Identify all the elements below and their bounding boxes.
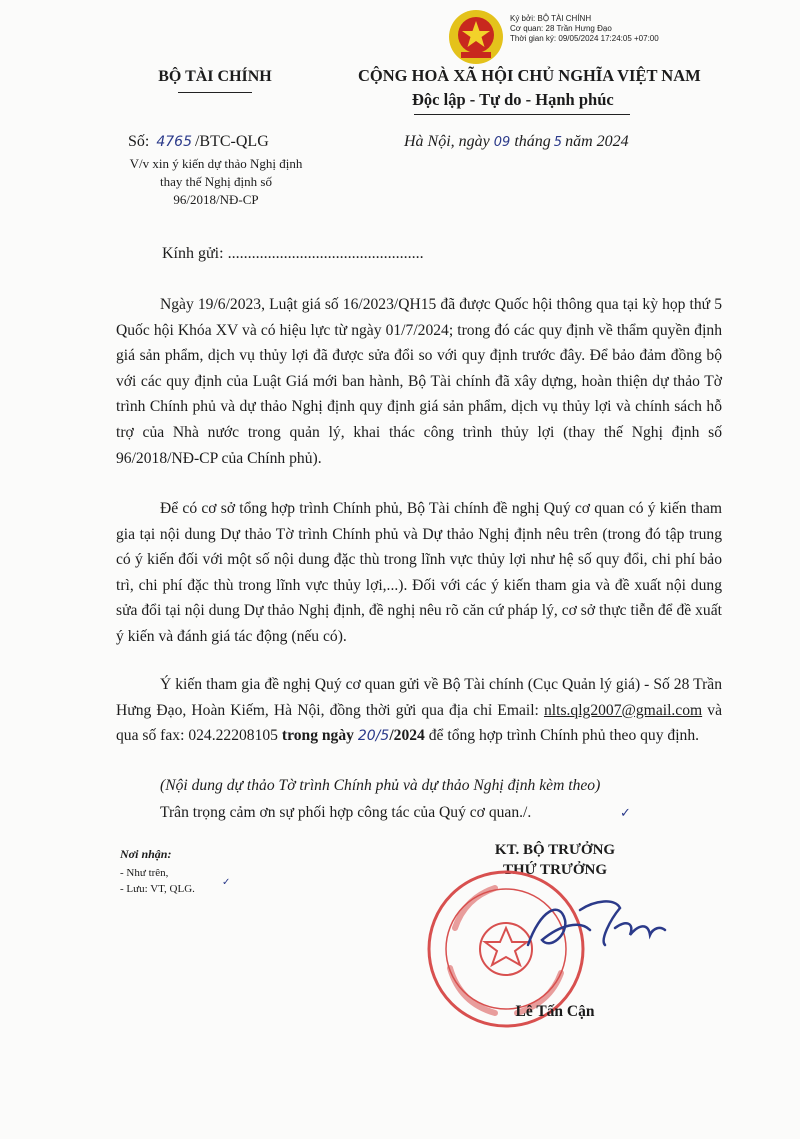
deadline-handwritten-date: 20/5	[357, 728, 390, 745]
paragraph-3-text-a: Ý kiến tham gia đề nghị Quý cơ quan gửi về Bộ Tài chính (Cục Quản lý giá) - Số 28 Trần Hưng Đạo, Hoàn Kiếm, Hà Nội, đồng thời gửi qua địa chỉ Email:	[116, 676, 722, 719]
national-emblem-icon	[447, 8, 505, 66]
contact-email[interactable]: nlts.qlg2007@gmail.com	[543, 701, 703, 719]
subject-line-3: 96/2018/NĐ-CP	[173, 192, 259, 207]
recipients-title: Nơi nhận:	[120, 847, 172, 861]
body-paragraph-1: Ngày 19/6/2023, Luật giá số 16/2023/QH15 đã được Quốc hội thông qua tại kỳ họp thứ 5 Quốc hội Khóa XV và có hiệu lực từ ngày 01/7/2024; trong đó các quy định về thẩm quyền định giá sản phẩm, dịch vụ thủy lợi đã được sửa đổi so với quy định trước đây. Để bảo đảm đồng bộ với các quy định của Luật Giá mới ban hành, Bộ Tài chính đã xây dựng, hoàn thiện dự thảo Tờ trình Chính phủ và dự thảo Nghị định quy định giá sản phẩm, dịch vụ thủy lợi và chính sách hỗ trợ của Nhà nước trong quản lý, khai thác công trình thủy lợi (thay thế Nghị định số 96/2018/NĐ-CP của Chính phủ).	[116, 296, 722, 467]
issue-date	[404, 133, 629, 151]
body-paragraph-2: Để có cơ sở tổng hợp trình Chính phủ, Bộ Tài chính đề nghị Quý cơ quan có ý kiến tham gia tại nội dung Dự thảo Tờ trình Chính phủ và Dự thảo Nghị định nêu trên (trong đó tập trung có ý kiến đối với một số nội dung đặc thù trong lĩnh vực thủy lợi như hệ số quy đổi, chi phí bảo trì, chi phí đặc thù trong lĩnh vực thủy lợi,...). Đối với các ý kiến tham gia và đề xuất nội dung sửa đổi tại nội dung Dự thảo Nghị định, đề nghị nêu rõ căn cứ pháp lý, cơ sở thực tiễn để đề xuất ý kiến và đánh giá tác động (nếu có).	[116, 500, 722, 645]
signer-name: Lê Tấn Cận	[515, 1003, 595, 1020]
recipient-line	[162, 245, 424, 263]
paragraph-3-text-c: để tổng hợp trình Chính phủ theo quy định.	[428, 727, 700, 745]
initials-mark-icon: ✓	[620, 806, 631, 821]
subject-line-1: V/v xin ý kiến dự thảo Nghị định	[129, 156, 303, 171]
handwritten-signature-icon	[520, 890, 670, 960]
date-part-1: Hà Nội, ngày	[404, 133, 490, 150]
sign-time-line: Thời gian ký: 09/05/2024 17:24:05 +07:00	[510, 34, 659, 43]
date-part-2: tháng	[514, 133, 551, 150]
signer-line: Ký bởi: BỘ TÀI CHÍNH	[510, 14, 592, 23]
signer-title-2: THỨ TRƯỞNG	[502, 862, 608, 878]
motto-underline	[414, 114, 630, 115]
recipient-label: Kính gửi:	[162, 245, 224, 262]
motto: Độc lập - Tự do - Hạnh phúc	[412, 90, 614, 109]
ministry-name: BỘ TÀI CHÍNH	[158, 68, 272, 85]
date-day-handwritten: 09	[493, 135, 511, 150]
archive-initials-icon: ✓	[222, 877, 231, 888]
recipient-item-2: - Lưu: VT, QLG.	[120, 883, 195, 895]
ministry-underline	[178, 92, 252, 93]
deadline-label: trong ngày	[281, 727, 354, 745]
subject-line-2: thay thế Nghị định số	[160, 174, 272, 189]
doc-number	[128, 133, 269, 151]
signer-title-1: KT. BỘ TRƯỞNG	[494, 842, 616, 858]
date-part-3: năm 2024	[565, 133, 629, 150]
doc-number-prefix: Số:	[128, 133, 150, 150]
recipients-block	[120, 847, 290, 897]
doc-number-handwritten: 4765	[156, 134, 192, 150]
country-name: CỘNG HOÀ XÃ HỘI CHỦ NGHĨA VIỆT NAM	[358, 66, 701, 85]
agency-line: Cơ quan: 28 Trần Hưng Đạo	[510, 24, 612, 33]
paragraph-3-text-b: và qua số fax: 024.22208105	[116, 701, 722, 745]
digital-signature-meta	[510, 14, 710, 44]
thanks-line: Trân trọng cảm ơn sự phối hợp công tác của Quý cơ quan./.	[160, 804, 532, 821]
subject-block	[112, 155, 320, 209]
recipient-dots: .................................................	[227, 245, 424, 262]
deadline-year: /2024	[389, 727, 425, 745]
recipient-item-1: - Như trên,	[120, 867, 169, 879]
date-month-handwritten: 5	[553, 135, 563, 150]
doc-number-suffix: /BTC-QLG	[194, 133, 269, 150]
attachment-note: (Nội dung dự thảo Tờ trình Chính phủ và dự thảo Nghị định kèm theo)	[160, 777, 601, 794]
body-paragraph-3	[116, 672, 722, 750]
